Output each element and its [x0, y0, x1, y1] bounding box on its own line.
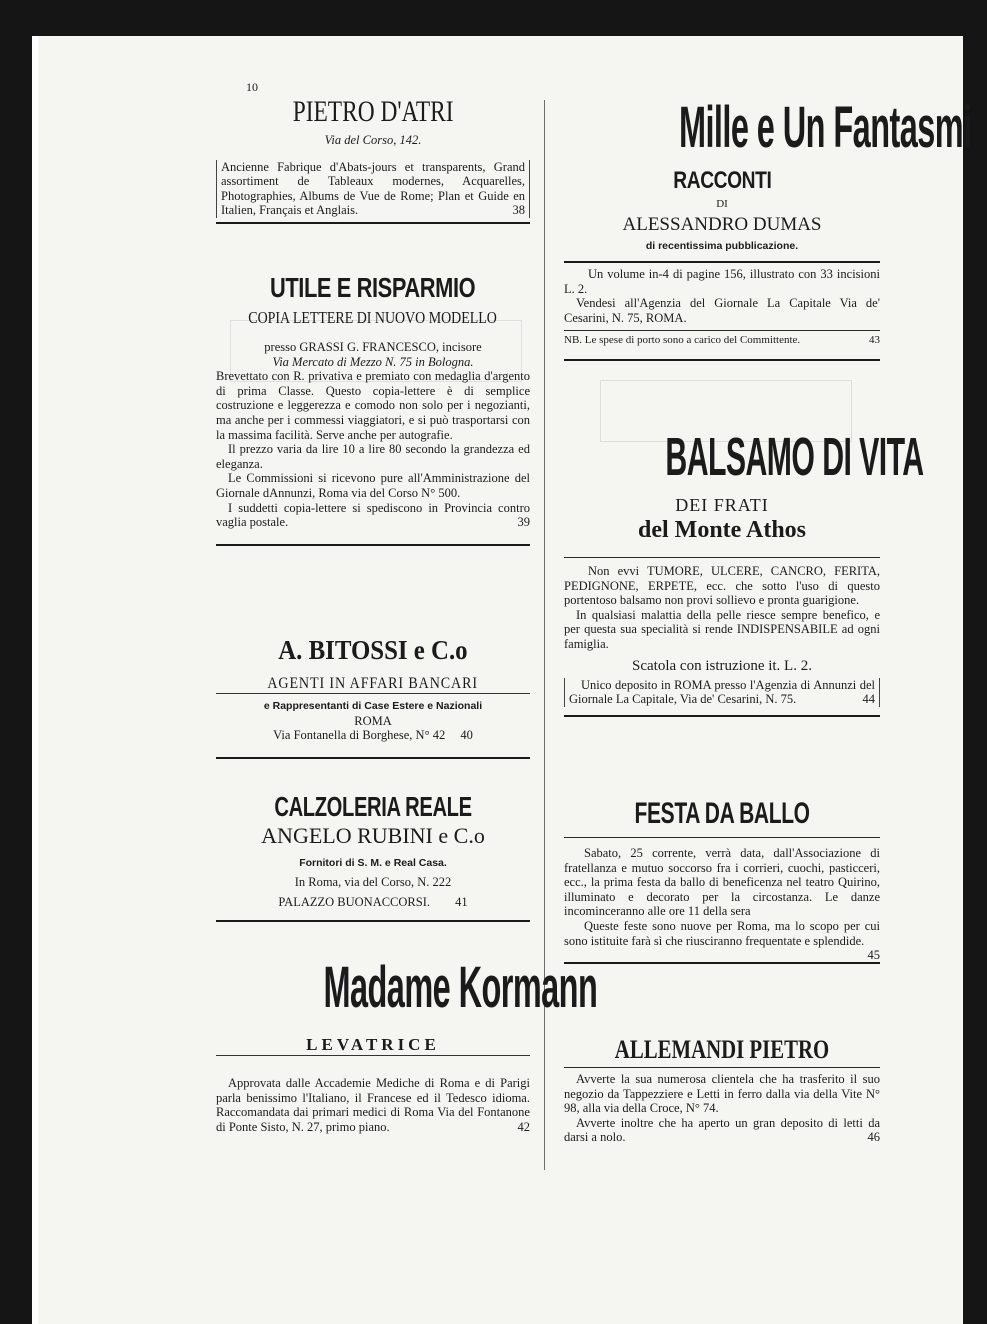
ad-title: BALSAMO DI VITA: [665, 427, 924, 487]
ad-balsamo-di-vita: [564, 425, 924, 717]
ad-body: Avverte inoltre che ha aperto un gran deposito di letti da darsi a nolo.: [564, 1115, 880, 1145]
ad-number: 41: [455, 895, 468, 910]
ad-madame-kormann: [216, 955, 598, 1134]
ad-subtitle: del Monte Athos: [638, 517, 806, 543]
ad-body: Queste feste sono nuove per Roma, ma lo scopo per cui sono istituite farà sì che riusciranno frequentate e splendide.: [564, 918, 880, 948]
ad-number: 46: [867, 1130, 880, 1145]
ad-title: A. BITOSSI e C.o: [278, 635, 468, 665]
ad-body: Unico deposito in ROMA presso l'Agenzia di Annunzi del Giornale La Capitale, Via de' Cesarini, N. 75.: [569, 677, 875, 707]
ad-number: 42: [517, 1119, 530, 1134]
ad-title: PIETRO D'ATRI: [292, 95, 454, 128]
ad-tagline: di recentissima pubblicazione.: [645, 239, 799, 252]
ad-body: Vendesi all'Agenzia del Giornale La Capitale Via de' Cesarini, N. 75, ROMA.: [564, 296, 880, 325]
separator-rule: [564, 837, 880, 838]
separator-rule: [564, 359, 880, 361]
ad-body: In qualsiasi malattia della pelle riesce sempre benefico, e per questa sua specialità si rende INDISPENSABILE ad ogni famiglia.: [564, 607, 880, 651]
ad-body: Un volume in-4 di pagine 156, illustrato con 33 incisioni L. 2.: [564, 267, 880, 296]
ad-number: 45: [867, 948, 880, 963]
ad-title: UTILE E RISPARMIO: [270, 272, 476, 303]
ad-calzoleria-reale: [216, 791, 530, 922]
ad-address: Via Fontanella di Borghese, N° 42: [273, 728, 446, 743]
page-number: 10: [246, 80, 258, 94]
ad-number: 43: [869, 333, 880, 346]
separator-rule: [564, 1067, 880, 1068]
ad-number: 40: [460, 728, 473, 743]
separator-rule: [216, 222, 530, 224]
ad-mille-fantasmi: [564, 95, 972, 361]
ad-price: Scatola con istruzione it. L. 2.: [632, 657, 812, 674]
ad-number: 39: [517, 515, 530, 530]
ad-subtitle: RACCONTI: [672, 167, 772, 194]
ad-subtitle: COPIA LETTERE DI NUOVO MODELLO: [248, 308, 498, 327]
ad-title: ALLEMANDI PIETRO: [614, 1035, 830, 1064]
ad-line: presso GRASSI G. FRANCESCO, incisore: [264, 340, 482, 354]
separator-rule: [564, 962, 880, 964]
ad-utile-risparmio: [216, 272, 530, 546]
ad-subtitle: DEI FRATI: [675, 495, 769, 515]
ad-title: Madame Kormann: [323, 955, 598, 1020]
ad-title: FESTA DA BALLO: [634, 797, 810, 830]
ad-body: I suddetti copia-lettere si spediscono in Provincia contro vaglia postale.: [216, 500, 530, 530]
ad-line: DI: [716, 198, 728, 210]
ad-title: CALZOLERIA REALE: [274, 791, 472, 822]
separator-rule: [564, 557, 880, 558]
ad-line: Via Mercato di Mezzo N. 75 in Bologna.: [272, 354, 474, 369]
ad-body: Il prezzo varia da lire 10 a lire 80 secondo la grandezza ed eleganza.: [216, 442, 530, 471]
ad-festa-da-ballo: [564, 797, 880, 964]
ad-body: Approvata dalle Accademie Mediche di Roma e di Parigi parla benissimo l'Italiano, il Francese ed il Tedesco idioma. Raccomandata dai primari medici di Roma Via del Fontanone di Ponte Sisto, N. 27, primo piano.: [216, 1076, 530, 1134]
ad-allemandi-pietro: [564, 1035, 880, 1145]
ad-body: Le Commissioni si ricevono pure all'Amministrazione del Giornale dAnnunzi, Roma via del Corso N° 500.: [216, 471, 530, 500]
ad-line: In Roma, via del Corso, N. 222: [294, 874, 452, 889]
ad-line: e Rappresentanti di Case Estere e Nazionali: [263, 700, 483, 712]
ad-subtitle: LEVATRICE: [306, 1035, 440, 1054]
ad-body: Brevettato con R. privativa e premiato con medaglia d'argento di prima Classe. Questo copia-lettere è di semplice costruzione e leggerezza e comodo non solo per i negozianti, ma anche per i commessi viaggiatori, e si può trasportarsi con la massima facilità. Serve anche per autografie.: [216, 369, 530, 442]
separator-rule: [564, 261, 880, 263]
ad-bitossi: [216, 635, 530, 759]
ad-pietro-datri: [216, 95, 530, 224]
ad-subtitle: ANGELO RUBINI e C.o: [261, 823, 485, 848]
ad-title: Mille e Un Fantasmi: [678, 95, 972, 160]
separator-rule: [216, 544, 530, 546]
ad-body: Avverte la sua numerosa clientela che ha trasferito il suo negozio da Tappezziere e Letti in ferro dalla via della Vite N° 98, alla via della Croce, N° 74.: [564, 1072, 880, 1116]
ad-subtitle: AGENTI IN AFFARI BANCARI: [267, 675, 479, 692]
ad-body: Non evvi TUMORE, ULCERE, CANCRO, FERITA, PEDIGNONE, ERPETE, ecc. che sotto l'uso di questo portentoso balsamo non provi sollievo e pronta guarigione.: [564, 564, 880, 608]
ad-line: ROMA: [354, 713, 392, 728]
ad-note: NB. Le spese di porto sono a carico del Committente.: [564, 333, 801, 346]
ad-address: Via del Corso, 142.: [324, 133, 422, 147]
ad-author: ALESSANDRO DUMAS: [622, 213, 822, 235]
ad-number: 38: [512, 203, 525, 218]
ad-line: PALAZZO BUONACCORSI.: [278, 895, 431, 910]
ad-line: Fornitori di S. M. e Real Casa.: [299, 857, 447, 869]
separator-rule: [216, 920, 530, 922]
ad-number: 44: [862, 692, 875, 707]
ad-body: Sabato, 25 corrente, verrà data, dall'Associazione di fratellanza e mutuo soccorso fra i corrieri, cuochi, pasticceri, ecc., la prima festa da ballo di beneficenza nel teatro Quirino, illuminato e decorato per la circostanza. Le danze incominceranno alle ore 11 della sera: [564, 846, 880, 919]
separator-rule: [216, 757, 530, 759]
separator-rule: [564, 715, 880, 717]
ad-body: Ancienne Fabrique d'Abats-jours et transparents, Grand assortiment de Tableaux modernes, Acquarelles, Photographies, Albums de Vue de Rome; Plan et Guide en Italien, Français et Anglais.: [221, 159, 525, 218]
separator-rule: [564, 330, 880, 331]
